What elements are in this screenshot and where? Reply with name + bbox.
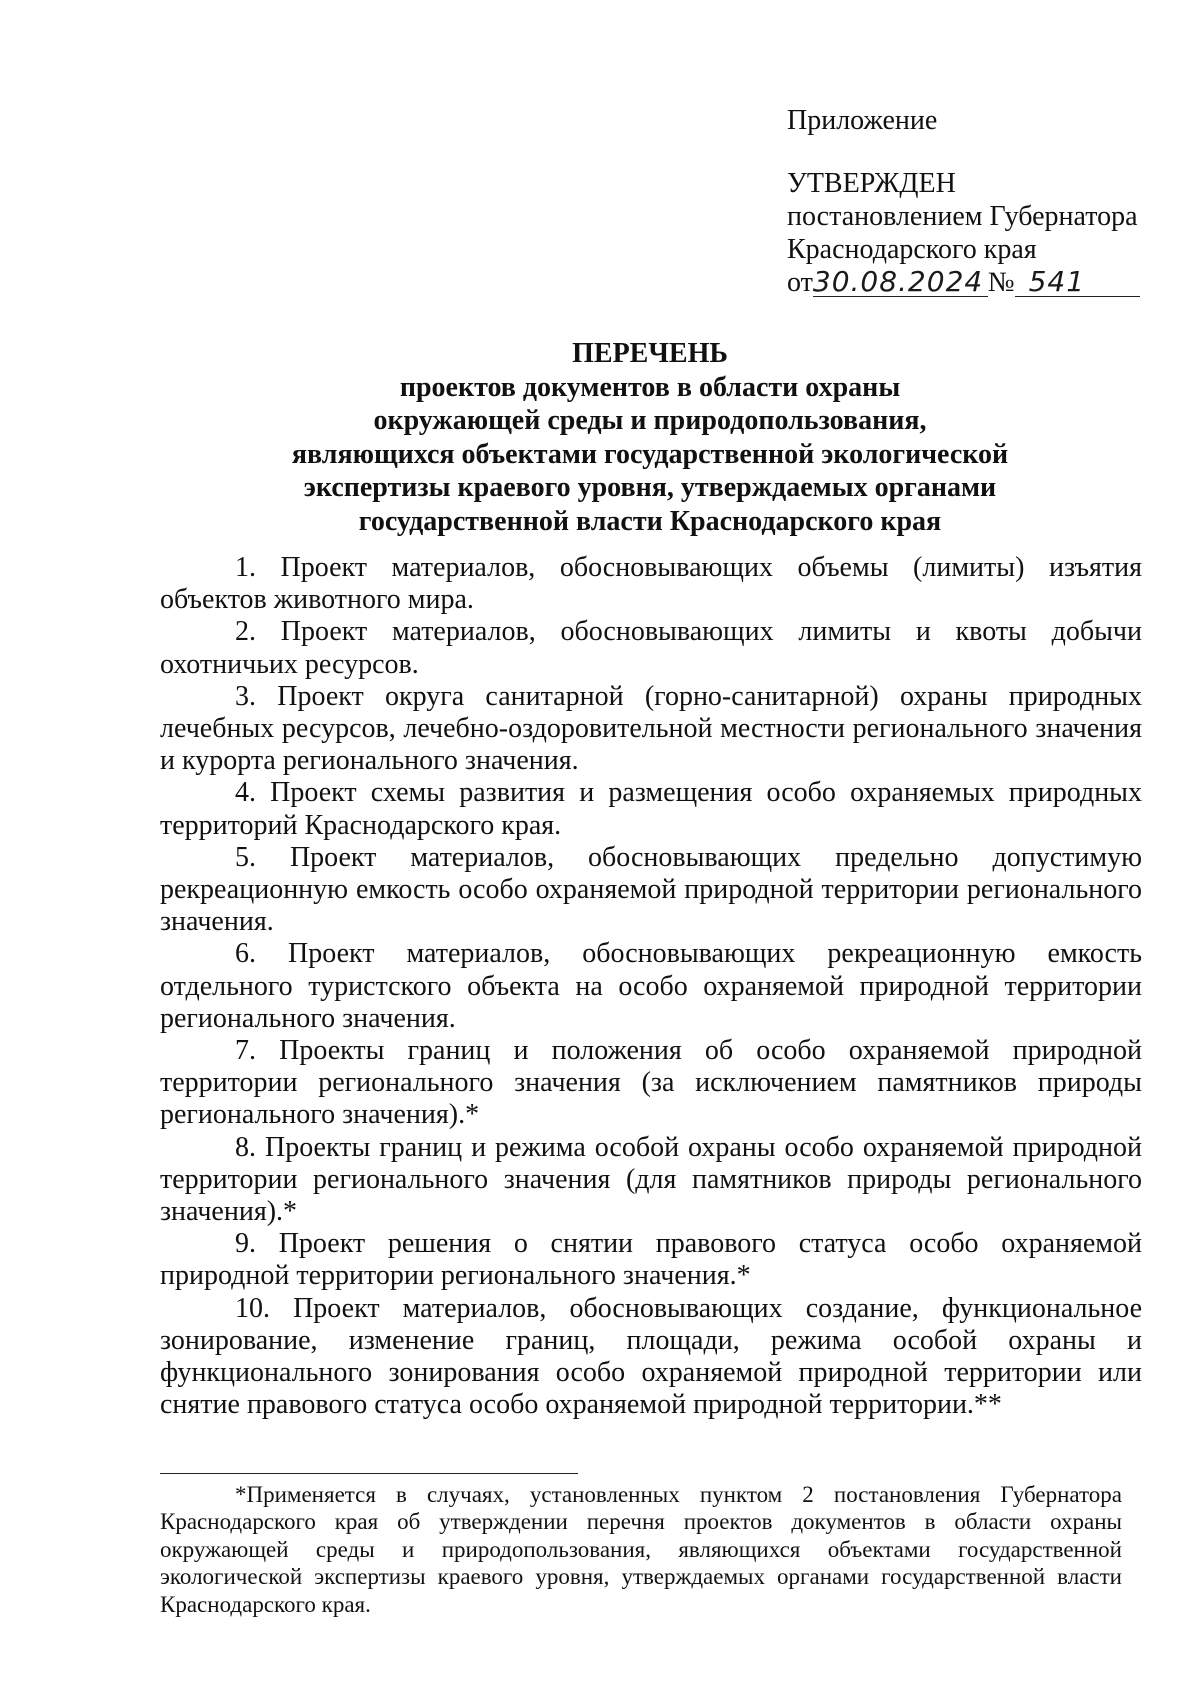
handwritten-date: 30.08.2024 bbox=[813, 268, 988, 297]
approved-label: УТВЕРЖДЕН bbox=[787, 168, 956, 199]
list-item-6: 6. Проект материалов, обосновывающих рекреационную емкость отдельного туристского объекта на особо охраняемой природной территории регионального значения. bbox=[160, 938, 1142, 1034]
list-item-7: 7. Проекты границ и положения об особо охраняемой природной территории регионального значения (за исключением памятников природы регионального значения).* bbox=[160, 1035, 1142, 1131]
date-prefix: от bbox=[787, 267, 813, 298]
item-list bbox=[160, 552, 1142, 1421]
list-item-3: 3. Проект округа санитарной (горно-санитарной) охраны природных лечебных ресурсов, лечебно-оздоровительной местности регионального значения и курорта регионального значения. bbox=[160, 680, 1142, 777]
list-item-1: 1. Проект материалов, обосновывающих объемы (лимиты) изъятия объектов животного мира. bbox=[160, 552, 1142, 616]
date-number-line bbox=[787, 266, 1147, 299]
title-line-4: экспертизы краевого уровня, утверждаемых органами bbox=[303, 472, 997, 503]
footnote-divider bbox=[160, 1473, 578, 1474]
list-item-4: 4. Проект схемы развития и размещения особо охраняемых природных территорий Краснодарского края. bbox=[160, 777, 1142, 841]
handwritten-number: 541 bbox=[1015, 268, 1140, 297]
title-line-3: являющихся объектами государственной экологической bbox=[291, 438, 1009, 470]
footnote-text: *Применяется в случаях, установленных пунктом 2 постановления Губернатора Краснодарского края об утверждении перечня проектов документов в области охраны окружающей среды и природопользования, являющихся объектами государственной экологической экспертизы краевого уровня, утверждаемых органами государственной власти Краснодарского края. bbox=[160, 1482, 1122, 1617]
title-line-1: проектов документов в области охраны bbox=[399, 371, 901, 403]
title-heading: ПЕРЕЧЕНЬ bbox=[572, 338, 728, 369]
list-item-8: 8. Проекты границ и режима особой охраны особо охраняемой природной территории регионального значения (для памятников природы регионального значения).* bbox=[160, 1131, 1142, 1228]
number-prefix: № bbox=[987, 267, 1015, 298]
footnote bbox=[160, 1481, 1122, 1618]
approved-by-line-2: Краснодарского края bbox=[787, 234, 1037, 265]
appendix-label: Приложение bbox=[787, 105, 938, 136]
list-item-2: 2. Проект материалов, обосновывающих лимиты и квоты добычи охотничьих ресурсов. bbox=[160, 616, 1142, 680]
approved-by-line-1: постановлением Губернатора bbox=[787, 201, 1138, 232]
list-item-10: 10. Проект материалов, обосновывающих создание, функциональное зонирование, изменение границ, площади, режима особой охраны и функционального зонирования особо охраняемой природной территории или снятие правового статуса особо охраняемой природной территории.** bbox=[160, 1292, 1142, 1421]
approval-block bbox=[787, 104, 1147, 299]
document-title bbox=[200, 337, 1100, 538]
list-item-5: 5. Проект материалов, обосновывающих предельно допустимую рекреационную емкость особо охраняемой природной территории регионального значения. bbox=[160, 841, 1142, 938]
list-item-9: 9. Проект решения о снятии правового статуса особо охраняемой природной территории регионального значения.* bbox=[160, 1228, 1142, 1292]
title-line-5: государственной власти Краснодарского края bbox=[358, 505, 942, 537]
title-line-2: окружающей среды и природопользования, bbox=[373, 405, 927, 436]
